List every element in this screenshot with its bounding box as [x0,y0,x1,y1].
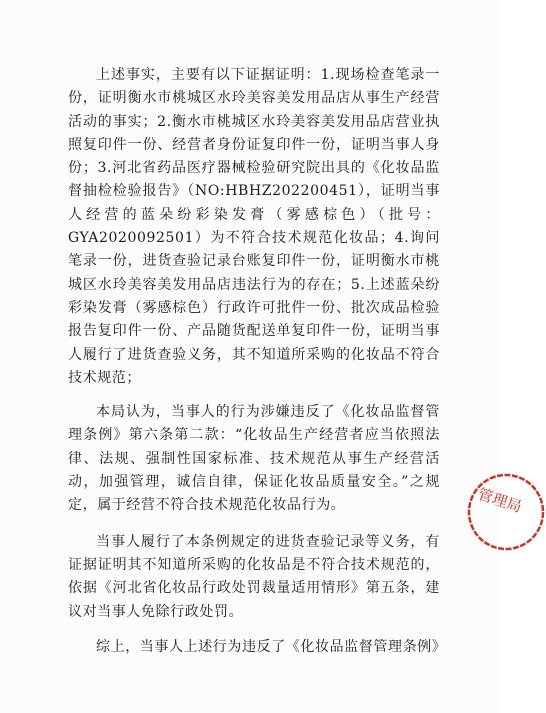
document-body [68,64,447,672]
conclusion-paragraph: 综上，当事人上述行为违反了《化妆品监督管理条例》 [96,638,447,655]
evidence-paragraph: 上述事实，主要有以下证据证明：1.现场检查笔录一份，证明衡水市桃城区水玲美容美发用品店从事生产经营活动的事实；2.衡水市桃城区水玲美容美发用品店营业执照复印件一份、经营者身份证复印件一份，证明当事人身份；3.河北省药品医疗器械检验研究院出具的《化妆品监督抽检检验报告》（NO:HBHZ202200451），证明当事人经营的蓝朵纷彩染发膏（雾感棕色）（批号：GYA2020092501）为不符合技术规范化妆品；4.询问笔录一份，进货查验记录台账复印件一份，证明衡水市桃城区水玲美容美发用品店违法行为的存在；5.上述蓝朵纷彩染发膏（雾感棕色）行政许可批件一份、批次成品检验报告复印件一份、产品随货配送单复印件一份，证明当事人履行了进货查验义务，其不知道所采购的化妆品不符合技术规范； [68,67,440,386]
bureau-opinion-paragraph: 本局认为，当事人的行为涉嫌违反了《化妆品监督管理条例》第六条第二款：“化妆品生产经营者应当依照法律、法规、强制性国家标准、技术规范从事生产经营活动，加强管理，诚信自律，保证化妆品质量安全。”之规定，属于经营不符合技术规范化妆品行为。 [68,404,440,514]
official-seal-stamp [466,472,546,552]
seal-text: 管理局 [475,484,524,517]
exemption-paragraph: 当事人履行了本条例规定的进货查验记录等义务，有证据证明其不知道所采购的化妆品是不符合技术规范的，依据《河北省化妆品行政处罚裁量适用情形》第五条，建议对当事人免除行政处罚。 [68,533,440,620]
